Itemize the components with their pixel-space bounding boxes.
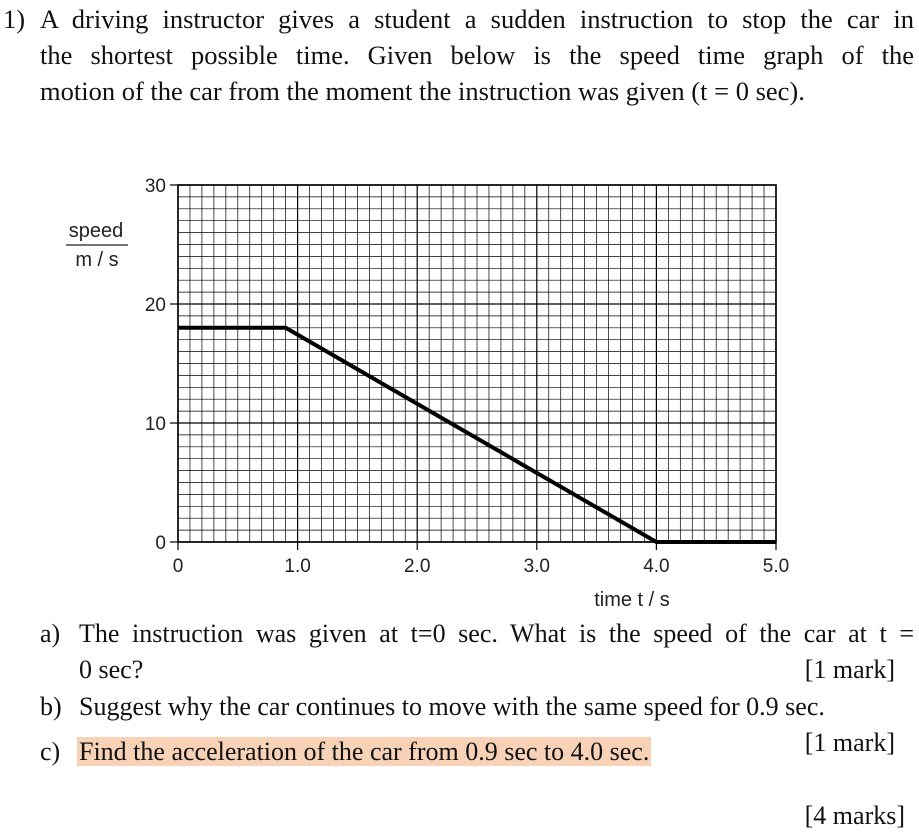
question-number: 1) [3,4,26,34]
y-axis-label-top: speed [68,220,124,242]
y-axis-label-bottom: m / s [75,249,119,271]
part-a-letter: a) [40,619,61,648]
part-c-highlight: Find the acceleration of the car from 0.9 sec to 4.0 sec. [79,737,650,766]
question-line-3: motion of the car from the moment the instruction was given (t = 0 sec). [40,76,805,106]
part-b-marks: [1 mark] [804,728,895,757]
chart-x-tick-labels [173,556,790,577]
part-c-marks: [4 marks] [804,801,905,830]
x-tick-label: 2.0 [403,556,431,577]
x-axis-label: time t / s [594,589,670,611]
x-tick-label: 3.0 [523,556,551,577]
part-a-line-2: 0 sec? [79,655,144,684]
chart-minor-grid [178,185,776,542]
part-b-line-1: Suggest why the car continues to move with the same speed for 0.9 sec. [79,692,825,721]
y-tick-label: 10 [144,414,166,435]
part-c-letter: c) [40,737,61,766]
x-tick-label: 4.0 [643,556,670,577]
chart-y-tick-labels [145,176,166,554]
question-line-1: A driving instructor gives a student a sudden instruction to stop the car in [40,4,914,34]
part-a-line-1: The instruction was given at t=0 sec. What is the speed of the car at t = [79,619,914,648]
x-tick-label: 5.0 [762,556,790,577]
part-c-line-1 [77,737,651,767]
speed-time-graph [0,160,919,620]
x-tick-label: 0 [172,556,184,577]
x-tick-label: 1.0 [284,556,311,577]
part-b-letter: b) [40,692,62,721]
y-tick-label: 30 [144,176,166,197]
question-line-2: the shortest possible time. Given below is the speed time graph of the [40,40,914,70]
y-tick-label: 20 [144,295,166,316]
part-a-marks: [1 mark] [804,655,895,684]
chart-y-tick-marks [170,185,178,542]
y-tick-label: 0 [155,533,166,554]
